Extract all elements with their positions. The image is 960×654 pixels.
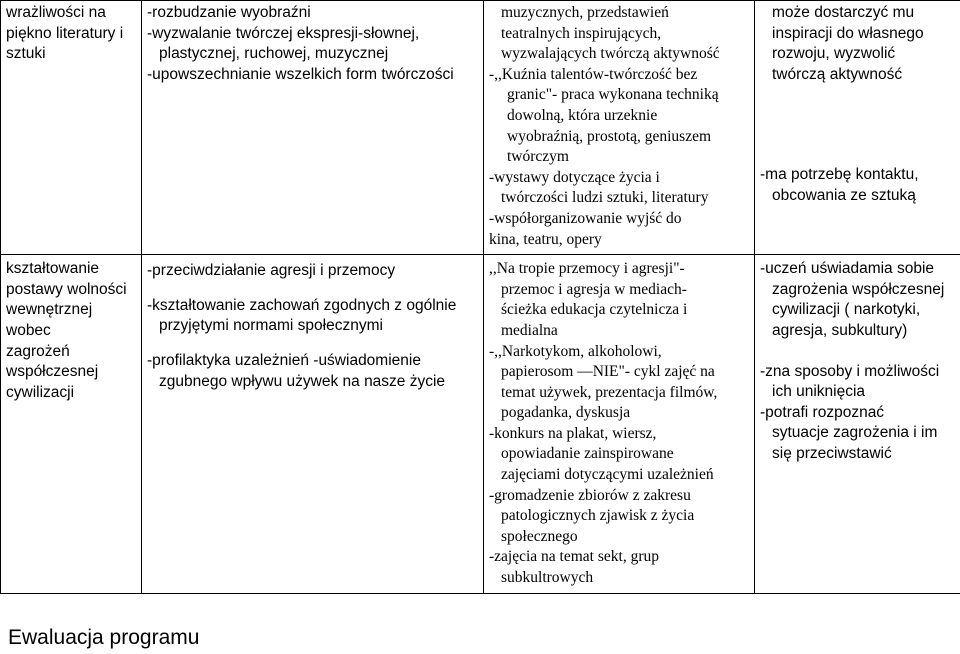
- spacer: [147, 282, 478, 296]
- cell-text: obcowania ze sztuką: [772, 186, 916, 204]
- cell-text: agresja, subkultury): [772, 321, 908, 339]
- cell-text: inspiracji do własnego: [772, 24, 924, 42]
- cell-text: granic"- praca wykonana techniką: [507, 86, 719, 104]
- cell-text: muzycznych, przedstawień: [501, 4, 669, 21]
- cell-text: sytuacje zagrożenia i im: [772, 424, 938, 442]
- cell-text: temat używek, prezentacja filmów,: [501, 383, 718, 401]
- cell-text: -konkurs na plakat, wiersz,: [489, 424, 657, 442]
- cell-text: zajęciami dotyczącymi uzależnień: [501, 466, 714, 484]
- cell-text: -potrafi rozpoznać: [760, 403, 885, 421]
- section-heading: Ewaluacja programu: [8, 626, 200, 649]
- cell-text: zagrożeń: [6, 342, 70, 360]
- cell-text: -,,Kuźnia talentów-twórczość bez: [489, 65, 698, 83]
- cell-text: patologicznych zjawisk z życia: [501, 507, 695, 525]
- goal-cell: [1, 255, 142, 594]
- cell-text: twórczości ludzi sztuki, literatury: [501, 189, 709, 207]
- table-row: [1, 255, 960, 594]
- methods-cell: [484, 1, 755, 255]
- spacer: [760, 342, 955, 362]
- cell-text: przyjętymi normami społecznymi: [159, 317, 383, 335]
- cell-text: -profilaktyka uzależnień -uświadomienie: [147, 351, 421, 369]
- cell-text: -wyzwalanie twórczej ekspresji-słownej,: [147, 24, 420, 42]
- cell-text: subkultrowych: [501, 569, 594, 587]
- cell-text: -wystawy dotyczące życia i: [489, 168, 660, 186]
- cell-text: współczesnej: [6, 363, 99, 381]
- cell-text: -współorganizowanie wyjść do: [489, 209, 682, 227]
- spacer: [147, 337, 478, 351]
- cell-text: rozwoju, wyzwolić: [772, 45, 896, 63]
- tasks-cell: [142, 1, 484, 255]
- cell-text: dowolną, która urzeknie: [507, 106, 658, 124]
- cell-text: postawy wolności: [6, 280, 127, 298]
- cell-text: -kształtowanie zachowań zgodnych z ogólnie: [147, 296, 457, 314]
- cell-text: wyobraźnią, prostotą, geniuszem: [507, 127, 712, 145]
- methods-cell: [484, 255, 755, 594]
- cell-text: plastycznej, ruchowej, muzycznej: [159, 45, 389, 63]
- cell-text: może dostarczyć mu: [772, 4, 915, 21]
- cell-text: cywilizacji: [6, 383, 75, 401]
- cell-text: społecznego: [501, 527, 578, 545]
- cell-text: papierosom —NIE"- cykl zajęć na: [501, 363, 715, 381]
- cell-text: kształtowanie: [6, 260, 100, 278]
- cell-text: zgubnego wpływu używek na nasze życie: [159, 372, 446, 390]
- goal-cell: [1, 1, 142, 255]
- outcomes-cell: [755, 1, 960, 255]
- outcomes-cell: [755, 255, 960, 594]
- cell-text: ,,Na tropie przemocy i agresji"-: [489, 260, 685, 278]
- cell-text: cywilizacji ( narkotyki,: [772, 301, 921, 319]
- cell-text: -upowszechnianie wszelkich form twórczości: [147, 65, 454, 83]
- cell-text: sztuki: [6, 45, 46, 63]
- cell-text: wyzwalających twórczą aktywność: [501, 45, 720, 63]
- cell-text: medialna: [501, 321, 558, 339]
- cell-text: wewnętrznej: [6, 301, 93, 319]
- cell-text: -przeciwdziałanie agresji i przemocy: [147, 262, 396, 280]
- cell-text: -zna sposoby i możliwości: [760, 362, 940, 380]
- cell-text: opowiadanie zainspirowane: [501, 445, 674, 463]
- cell-text: ich uniknięcia: [772, 383, 866, 401]
- cell-text: zagrożenia współczesnej: [772, 280, 945, 298]
- cell-text: pogadanka, dyskusja: [501, 404, 631, 422]
- cell-text: -zajęcia na temat sekt, grup: [489, 548, 659, 566]
- cell-text: ścieżka edukacja czytelnicza i: [501, 301, 688, 319]
- cell-text: przemoc i agresja w mediach-: [501, 280, 687, 298]
- cell-text: -ma potrzebę kontaktu,: [760, 166, 919, 184]
- cell-text: twórczą aktywność: [772, 65, 903, 83]
- cell-text: -uczeń uświadamia sobie: [760, 260, 935, 278]
- tasks-cell: [142, 255, 484, 594]
- table-row: [1, 1, 960, 255]
- cell-text: piękno literatury i: [6, 24, 124, 42]
- cell-text: kina, teatru, opery: [489, 230, 602, 248]
- cell-text: się przeciwstawić: [772, 444, 892, 462]
- cell-text: wobec: [6, 321, 51, 339]
- cell-text: -rozbudzanie wyobraźni: [147, 4, 311, 21]
- cell-text: twórczym: [507, 148, 569, 166]
- spacer: [760, 85, 955, 165]
- cell-text: wrażliwości na: [6, 4, 106, 21]
- cell-text: -,,Narkotykom, alkoholowi,: [489, 342, 662, 360]
- cell-text: -gromadzenie zbiorów z zakresu: [489, 486, 691, 504]
- cell-text: teatralnych inspirujących,: [501, 24, 662, 42]
